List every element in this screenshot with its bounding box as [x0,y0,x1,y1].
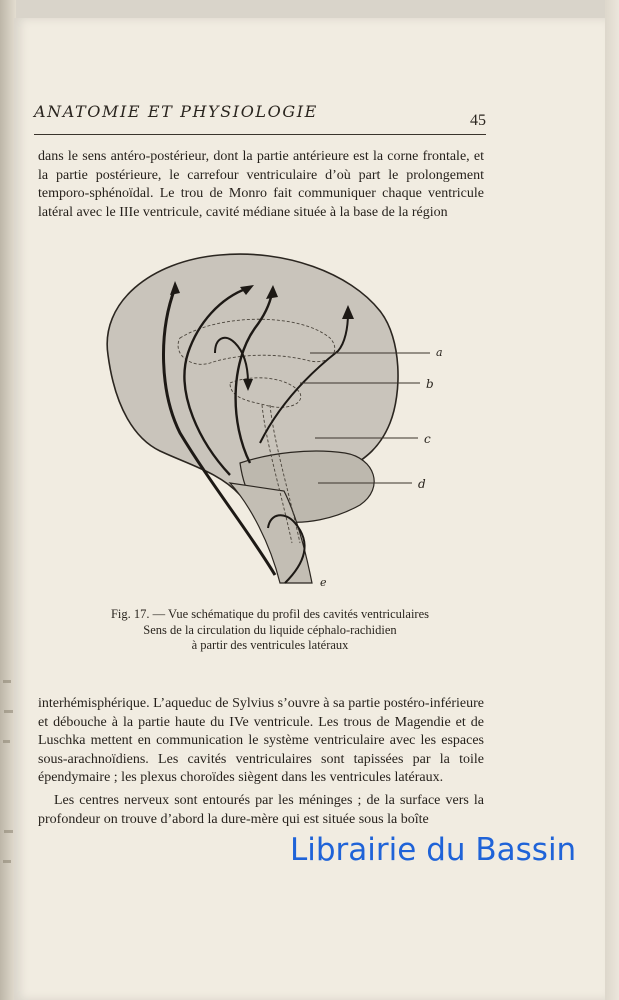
paragraph-3: Les centres nerveux sont entourés par les méninges ; de la surface vers la profondeur on trouve d’abord la dure-mère qui est située sous la boîte [38,793,484,827]
page-stack-edge [605,0,619,1000]
paragraph-1: dans le sens antéro-postérieur, dont la partie antérieure est la corne frontale, et la partie postérieure, le carrefour ventriculaire d’où part le prolongement temporo-sphénoïdal. Le trou de Monro fait communiquer chaque ventricule latéral avec le IIIe ventricule, cavité médiane située à la base de la région [38,149,484,220]
header-title: ANATOMIE ET PHYSIOLOGIE [34,102,318,121]
caption-line-2: Sens de la circulation du liquide céphalo-rachidien [143,622,397,637]
caption-line-3: à partir des ventricules latéraux [191,638,349,652]
label-c: c [424,432,431,446]
page-number: 45 [470,112,486,129]
figure-caption [60,607,480,654]
watermark-text: Librairie du Bassin [290,832,577,868]
paragraph-2: interhémisphérique. L’aqueduc de Sylvius s’ouvre à sa partie postéro-inférieure et débouche à la partie haute du IVe ventricule. Les trous de Magendie et de Luschka mettent en communication le système ventriculaire avec les espaces sous-arachnoïdiens. Les cavités ventriculaires sont tapissées par la toile épendymaire ; les plexus choroïdes siègent dans les ventricules latéraux. [38,696,484,785]
facing-page-bleed-through [1,670,15,890]
label-d: d [418,477,426,491]
label-b: b [426,377,434,391]
label-a: a [436,346,443,359]
running-header [34,100,486,135]
brain-ventricle-diagram [80,243,460,595]
caption-line-1: Fig. 17. — Vue schématique du profil des cavités ventriculaires [110,607,430,621]
label-e: e [320,576,327,589]
